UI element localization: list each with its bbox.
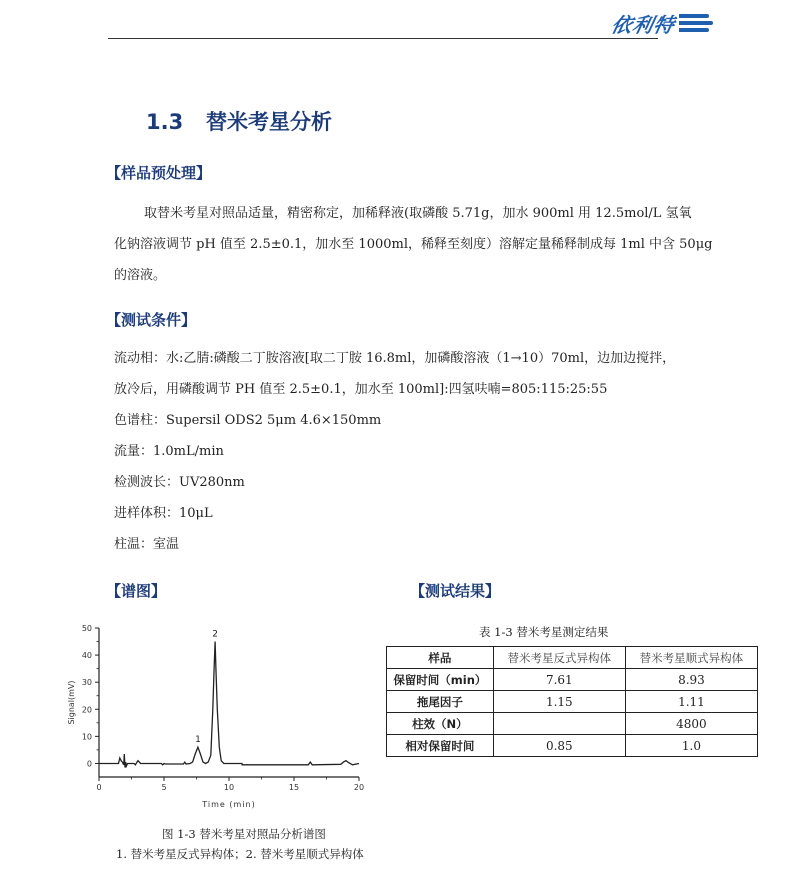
- results-table: [386, 646, 758, 757]
- x-tick-label: 10: [223, 783, 235, 792]
- section-title-text: 替米考星分析: [206, 110, 332, 134]
- condition-wavelength: 检测波长：UV280nm: [114, 475, 245, 490]
- sample-prep-line: 化钠溶液调节 pH 值至 2.5±0.1，加水至 1000ml，稀释至刻度）溶解定量稀释制成每 1ml 中含 50μg: [114, 237, 713, 252]
- table-cell: 1.15: [493, 691, 625, 713]
- sample-prep-line: 的溶液。: [114, 268, 167, 283]
- row-header: 柱效（N）: [387, 713, 494, 735]
- table-cell: 1.11: [625, 691, 757, 713]
- x-tick-label: 0: [96, 783, 102, 792]
- header-divider: [108, 38, 658, 39]
- condition-column-temperature: 柱温：室温: [114, 537, 180, 552]
- column-header: 替米考星顺式异构体: [625, 647, 757, 669]
- sample-prep-paragraph: [114, 198, 714, 291]
- conditions-list: [114, 343, 714, 560]
- sample-prep-heading: 【样品预处理】: [106, 164, 212, 182]
- y-tick-label: 30: [81, 678, 92, 688]
- column-header: 替米考星反式异构体: [493, 647, 625, 669]
- table-cell: 7.61: [493, 669, 625, 691]
- section-number: 1.3: [146, 110, 184, 134]
- section-title: [146, 106, 332, 136]
- sample-prep-line: 取替米考星对照品适量，精密称定，加稀释液(取磷酸 5.71g，加水 900ml 用 12.5mol/L 氢氧: [144, 206, 692, 221]
- condition-injection-volume: 进样体积：10μL: [114, 506, 213, 521]
- y-tick-label: 40: [81, 651, 92, 661]
- signal-series-line: [99, 642, 359, 768]
- y-tick-label: 0: [86, 759, 92, 769]
- table-cell: 0.85: [493, 735, 625, 757]
- x-tick-label: 20: [353, 783, 365, 792]
- table-cell: [493, 713, 625, 735]
- company-logo: [609, 10, 752, 37]
- column-header: 样品: [387, 647, 494, 669]
- row-header: 保留时间（min）: [387, 669, 494, 691]
- peak-label: 2: [212, 629, 218, 640]
- table-title: 表 1-3 替米考星测定结果: [479, 625, 609, 639]
- elite-three-bar-logo-icon: [679, 13, 715, 33]
- mobile-phase-line: 放冷后，用磷酸调节 PH 值至 2.5±0.1，加水至 100ml]:四氢呋喃=805:115:25:55: [114, 382, 608, 397]
- x-tick-label: 15: [288, 783, 300, 792]
- y-tick-label: 10: [81, 732, 92, 742]
- x-tick-label: 5: [161, 783, 167, 792]
- logo-text: 依利特: [609, 12, 678, 37]
- results-heading: 【测试结果】: [410, 582, 501, 600]
- chromatogram-chart: [60, 615, 380, 815]
- condition-column: 色谱柱：Supersil ODS2 5μm 4.6×150mm: [114, 413, 382, 428]
- row-header: 相对保留时间: [387, 735, 494, 757]
- peak-label: 1: [195, 735, 201, 746]
- table-row: [387, 691, 758, 713]
- row-header: 拖尾因子: [387, 691, 494, 713]
- table-header-row: [387, 647, 758, 669]
- condition-flow-rate: 流量：1.0mL/min: [114, 444, 224, 459]
- table-cell: 8.93: [625, 669, 757, 691]
- table-cell: 4800: [625, 713, 757, 735]
- chromatogram-heading: 【谱图】: [106, 582, 167, 600]
- table-row: [387, 669, 758, 691]
- y-axis-label: Signal(mV): [67, 680, 76, 725]
- conditions-heading: 【测试条件】: [106, 311, 197, 329]
- table-row: [387, 735, 758, 757]
- figure-caption: 图 1-3 替米考星对照品分析谱图: [162, 827, 326, 841]
- table-row: [387, 713, 758, 735]
- y-tick-label: 50: [81, 624, 92, 633]
- figure-legend: 1. 替米考星反式异构体；2. 替米考星顺式异构体: [116, 847, 364, 861]
- x-axis-label: Time (min): [202, 800, 256, 809]
- mobile-phase-line: 流动相：水:乙腈:磷酸二丁胺溶液[取二丁胺 16.8ml，加磷酸溶液（1→10）70ml，边加边搅拌，: [114, 351, 676, 366]
- y-tick-label: 20: [81, 705, 92, 715]
- table-cell: 1.0: [625, 735, 757, 757]
